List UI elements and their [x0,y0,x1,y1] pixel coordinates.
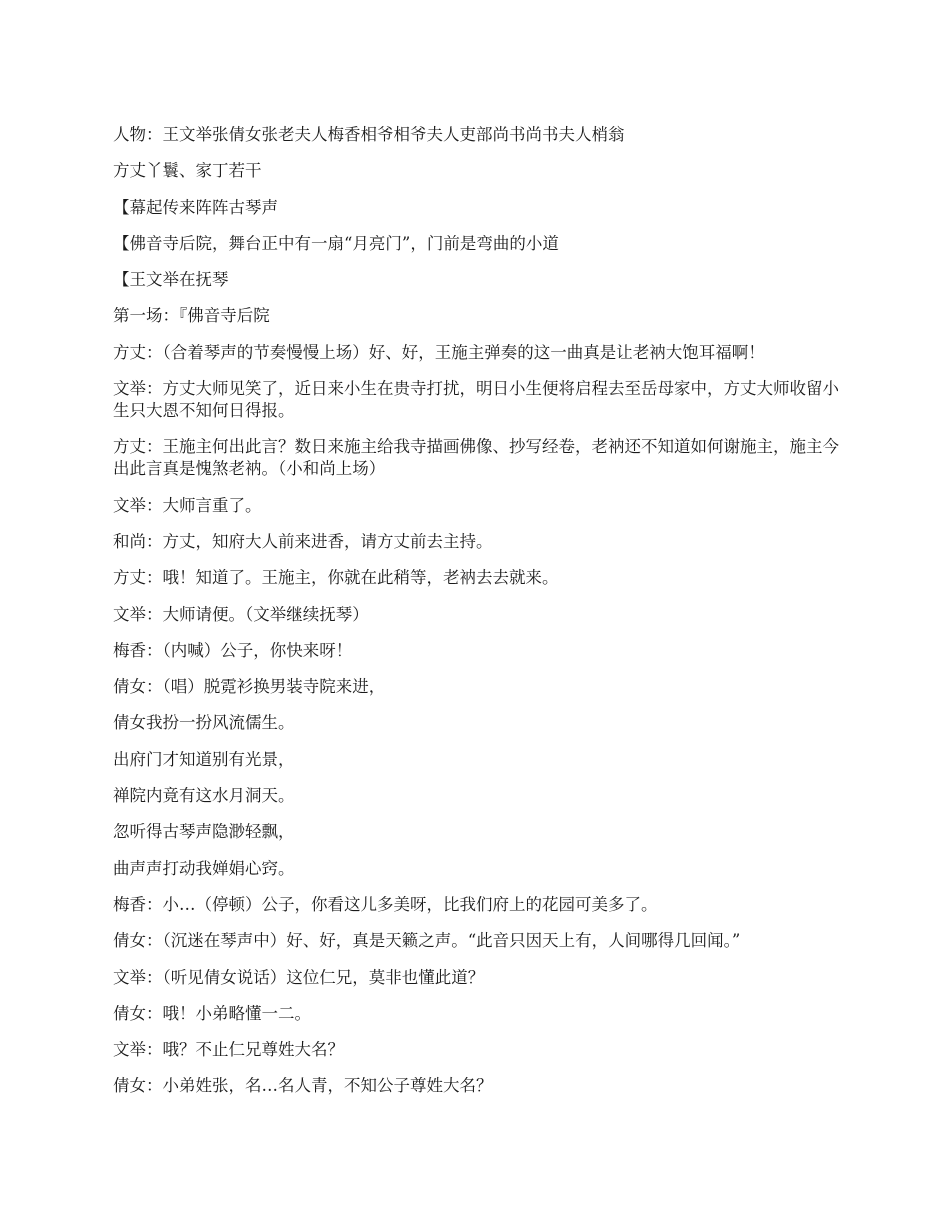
dialogue-line: 文举：方丈大师见笑了，近日来小生在贵寺打扰，明日小生便将启程去至岳母家中，方丈大师收留小生只大恩不知何日得报。 [113,379,839,421]
stage-direction: 【幕起传来阵阵古琴声 [113,197,278,217]
dialogue-line: 方丈：王施主何出此言？数日来施主给我寺描画佛像、抄写经卷，老衲还不知道如何谢施主，施主今出此言真是愧煞老衲。（小和尚上场） [113,437,839,479]
dialogue-line: 梅香：小…（停顿）公子，你看这儿多美呀，比我们府上的花园可美多了。 [113,894,658,914]
stage-direction: 【佛音寺后院，舞台正中有一扇“月亮门”，门前是弯曲的小道 [113,233,559,253]
script-body [113,124,841,1112]
dialogue-line: 梅香：（内喊）公子，你快来呀！ [113,640,353,660]
dialogue-line: 文举：大师请便。（文举继续抚琴） [113,604,369,624]
song-line: 倩女我扮一扮风流儒生。 [113,713,295,733]
dialogue-line: 和尚：方丈，知府大人前来进香，请方丈前去主持。 [113,531,493,551]
dialogue-line: 文举：哦？不止仁兄尊姓大名？ [113,1040,344,1060]
song-line: 忽听得古琴声隐渺轻飘， [113,822,295,842]
scene-heading: 第一场：『佛音寺后院 [113,306,270,326]
song-line: 出府门才知道别有光景， [113,749,295,769]
dialogue-line: 方丈：哦！知道了。王施主，你就在此稍等，老衲去去就来。 [113,568,559,588]
dialogue-line: 文举：（听见倩女说话）这位仁兄，莫非也懂此道？ [113,967,485,987]
dialogue-line: 倩女：哦！小弟略懂一二。 [113,1003,311,1023]
cast-list: 人物：王文举张倩女张老夫人梅香相爷相爷夫人吏部尚书尚书夫人梢翁 [113,125,625,144]
dialogue-line: 方丈：（合着琴声的节奏慢慢上场）好、好，王施主弹奏的这一曲真是让老衲大饱耳福啊！ [113,342,765,362]
stage-direction: 【王文举在抚琴 [113,270,229,290]
dialogue-line: 倩女：小弟姓张，名…名人青，不知公子尊姓大名？ [113,1076,493,1096]
cast-list-continued: 方丈丫鬟、家丁若干 [113,161,262,181]
song-line: 曲声声打动我婵娟心窍。 [113,858,295,878]
dialogue-line: 倩女：（沉迷在琴声中）好、好，真是天籁之声。“此音只因天上有，人间哪得几回闻。” [113,931,741,951]
song-line: 禅院内竟有这水月洞天。 [113,786,295,806]
dialogue-line: 文举：大师言重了。 [113,495,262,515]
song-line: 倩女：（唱）脱霓衫换男装寺院来进， [113,677,386,697]
